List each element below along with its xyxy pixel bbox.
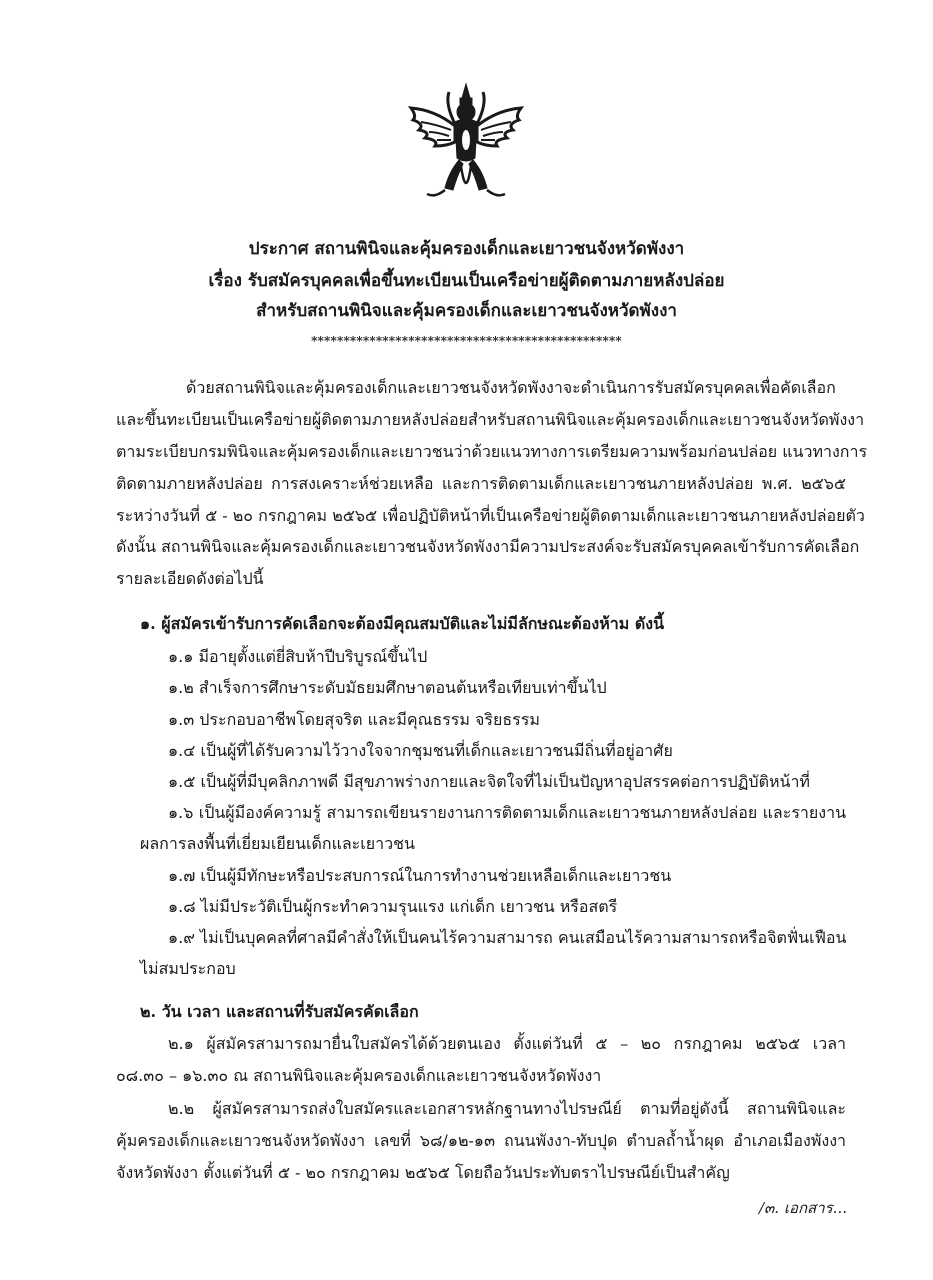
section1-item: ๑.๘ ไม่มีประวัติเป็นผู้กระทำความรุนแรง แก่เด็ก เยาวชน หรือสตรี	[168, 897, 618, 916]
section1-item: ๑.๓ ประกอบอาชีพโดยสุจริต และมีคุณธรรม จริยธรรม	[168, 710, 540, 729]
section2-line: ๒.๒ ผู้สมัครสามารถส่งใบสมัครและเอกสารหลักฐานทางไปรษณีย์ ตามที่อยู่ดังนี้ สถานพินิจและ	[168, 1099, 846, 1118]
section2-line: จังหวัดพังงา ตั้งแต่วันที่ ๕ - ๒๐ กรกฎาคม ๒๕๖๕ โดยถือวันประทับตราไปรษณีย์เป็นสำคัญ	[116, 1163, 730, 1182]
section1-item: ๑.๔ เป็นผู้ที่ได้รับความไว้วางใจจากชุมชนที่เด็กและเยาวชนมีถิ่นที่อยู่อาศัย	[168, 741, 673, 760]
intro-line: ด้วยสถานพินิจและคุ้มครองเด็กและเยาวชนจังหวัดพังงาจะดำเนินการรับสมัครบุคคลเพื่อคัดเลือก	[186, 378, 836, 397]
section2-heading: ๒. วัน เวลา และสถานที่รับสมัครคัดเลือก	[140, 1002, 419, 1021]
section1-item: ๑.๒ สำเร็จการศึกษาระดับมัธยมศึกษาตอนต้นหรือเทียบเท่าขึ้นไป	[168, 678, 607, 697]
intro-line: ตามระเบียบกรมพินิจและคุ้มครองเด็กและเยาวชนว่าด้วยแนวทางการเตรียมความพร้อมก่อนปล่อย แนวทางการ	[116, 442, 868, 461]
section1-item-cont: ไม่สมประกอบ	[140, 959, 236, 978]
section1-item: ๑.๖ เป็นผู้มีองค์ความรู้ สามารถเขียนรายงานการติดตามเด็กและเยาวชนภายหลังปล่อย และรายงาน	[168, 803, 846, 822]
section1-heading: ๑. ผู้สมัครเข้ารับการคัดเลือกจะต้องมีคุณสมบัติและไม่มีลักษณะต้องห้าม ดังนี้	[140, 614, 665, 633]
section1-item: ๑.๗ เป็นผู้มีทักษะหรือประสบการณ์ในการทำงานช่วยเหลือเด็กและเยาวชน	[168, 866, 672, 885]
section2-line: ๐๘.๓๐ – ๑๖.๓๐ ณ สถานพินิจและคุ้มครองเด็กและเยาวชนจังหวัดพังงา	[116, 1066, 602, 1085]
intro-line: รายละเอียดดังต่อไปนี้	[116, 569, 264, 588]
announcement-title: ประกาศ สถานพินิจและคุ้มครองเด็กและเยาวชนจังหวัดพังงา	[248, 239, 685, 259]
section2-line: ๒.๑ ผู้สมัครสามารถมายื่นใบสมัครได้ด้วยตนเอง ตั้งแต่วันที่ ๕ – ๒๐ กรกฎาคม ๒๕๖๕ เวลา	[168, 1034, 846, 1053]
section2-line: คุ้มครองเด็กและเยาวชนจังหวัดพังงา เลขที่ ๖๘/๑๒-๑๓ ถนนพังงา-ทับปุด ตำบลถ้ำน้ำผุด อำเภอเมืองพังงา	[116, 1131, 846, 1150]
section1-item-cont: ผลการลงพื้นที่เยี่ยมเยียนเด็กและเยาวชน	[140, 834, 415, 853]
section1-item: ๑.๑ มีอายุตั้งแต่ยี่สิบห้าปีบริบูรณ์ขึ้นไป	[168, 647, 428, 666]
continued-marker: /๓. เอกสาร...	[758, 1199, 847, 1217]
intro-line: และขึ้นทะเบียนเป็นเครือข่ายผู้ติดตามภายหลังปล่อยสำหรับสถานพินิจและคุ้มครองเด็กและเยาวชนจังหวัดพังงา	[116, 410, 865, 429]
announcement-subject: เรื่อง รับสมัครบุคคลเพื่อขึ้นทะเบียนเป็นเครือข่ายผู้ติดตามภายหลังปล่อย	[208, 271, 725, 291]
announcement-subject-line2: สำหรับสถานพินิจและคุ้มครองเด็กและเยาวชนจังหวัดพังงา	[256, 301, 677, 321]
section1-item: ๑.๙ ไม่เป็นบุคคลที่ศาลมีคำสั่งให้เป็นคนไร้ความสามารถ คนเสมือนไร้ความสามารถหรือจิตฟั่นเฟือน	[168, 928, 847, 947]
intro-line: ดังนั้น สถานพินิจและคุ้มครองเด็กและเยาวชนจังหวัดพังงามีความประสงค์จะรับสมัครบุคคลเข้ารับการคัดเลือก	[116, 537, 860, 556]
section1-item: ๑.๕ เป็นผู้ที่มีบุคลิกภาพดี มีสุขภาพร่างกายและจิตใจที่ไม่เป็นปัญหาอุปสรรคต่อการปฏิบัติหน้าที่	[168, 772, 810, 791]
intro-line: ติดตามภายหลังปล่อย การสงเคราะห์ช่วยเหลือ และการติดตามเด็กและเยาวชนภายหลังปล่อย พ.ศ. ๒๕๖๕	[116, 474, 846, 493]
intro-line: ระหว่างวันที่ ๕ - ๒๐ กรกฎาคม ๒๕๖๕ เพื่อปฏิบัติหน้าที่เป็นเครือข่ายผู้ติดตามเด็กและเยาวชนภายหลังปล่อยตัว	[116, 506, 865, 525]
garuda-emblem-icon	[405, 80, 527, 208]
separator-line: ************************************************	[311, 334, 622, 348]
